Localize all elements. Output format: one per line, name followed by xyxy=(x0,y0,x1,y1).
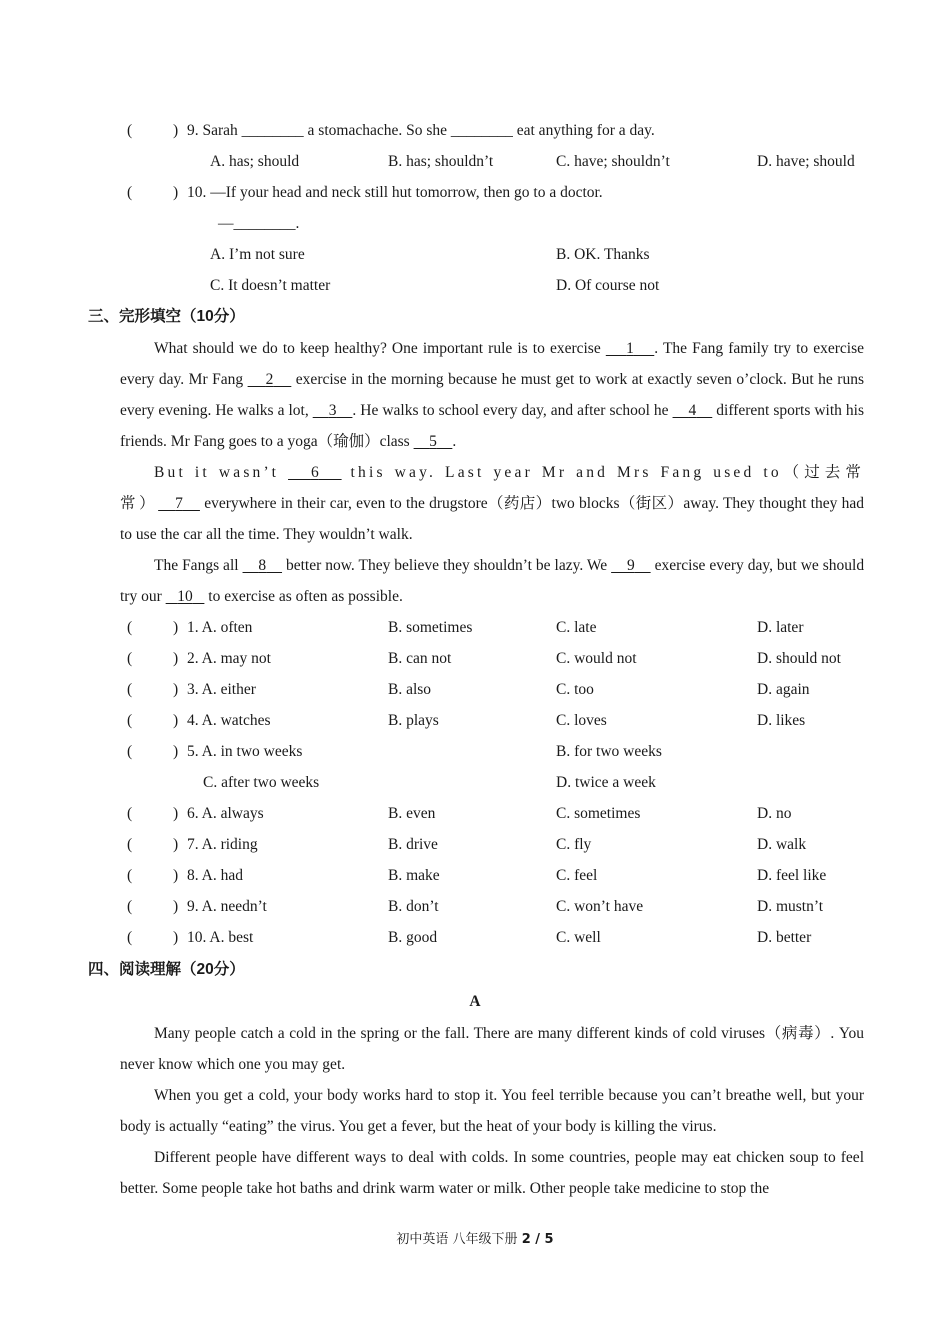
reading-paragraph-2: When you get a cold, your body works hard to stop it. You feel terrible because you can’t breathe well, but your body is actually “eating” the virus. You get a fever, but the heat of your body is killing the virus. xyxy=(120,1087,864,1135)
cloze-q4-option-d: D. likes xyxy=(757,712,806,729)
answer-paren-close: ) xyxy=(173,712,179,729)
blank-10: 10 xyxy=(177,588,193,605)
cloze-q7-option-a: 7. A. riding xyxy=(187,836,258,853)
answer-paren-close: ) xyxy=(173,805,179,822)
blank-6: 6 xyxy=(310,464,319,481)
answer-paren-close: ) xyxy=(173,867,179,884)
section-heading-reading: 四、阅读理解（20分） xyxy=(88,961,245,978)
cloze-q10-option-a: 10. A. best xyxy=(187,929,254,946)
question-9-text: 9. Sarah ________ a stomachache. So she ________ eat anything for a day. xyxy=(187,122,655,139)
answer-paren-close: ) xyxy=(173,743,179,760)
blank-5: 5 xyxy=(429,433,437,450)
q10-option-b: B. OK. Thanks xyxy=(556,246,650,263)
answer-paren-open: ( xyxy=(127,184,133,201)
q10-option-a: A. I’m not sure xyxy=(210,246,305,263)
cloze-q6-option-a: 6. A. always xyxy=(187,805,264,822)
passage-label: A xyxy=(469,993,481,1010)
cloze-q4-option-b: B. plays xyxy=(388,712,439,729)
cloze-q4-option-c: C. loves xyxy=(556,712,607,729)
blank-4: 4 xyxy=(688,402,697,419)
cloze-q4-option-a: 4. A. watches xyxy=(187,712,271,729)
cloze-q9-option-c: C. won’t have xyxy=(556,898,644,915)
cloze-q10-option-b: B. good xyxy=(388,929,438,946)
cloze-q3-option-a: 3. A. either xyxy=(187,681,256,698)
answer-paren-close: ) xyxy=(173,898,179,915)
reading-paragraph-3: Different people have different ways to deal with colds. In some countries, people may eat chicken soup to feel better. Some people take hot baths and drink warm water or milk. Other people take medicine to stop the xyxy=(120,1149,864,1197)
answer-paren-open: ( xyxy=(127,712,133,729)
cloze-q8-option-c: C. feel xyxy=(556,867,598,884)
cloze-q6-option-b: B. even xyxy=(388,805,436,822)
cloze-q2-option-d: D. should not xyxy=(757,650,841,667)
cloze-q8-option-a: 8. A. had xyxy=(187,867,243,884)
answer-paren-open: ( xyxy=(127,929,133,946)
answer-paren-open: ( xyxy=(127,836,133,853)
q9-option-b: B. has; shouldn’t xyxy=(388,153,494,170)
cloze-q2-option-c: C. would not xyxy=(556,650,637,667)
cloze-q6-option-c: C. sometimes xyxy=(556,805,641,822)
cloze-q10-option-c: C. well xyxy=(556,929,601,946)
cloze-paragraph-3: The Fangs all 8 better now. They believe they shouldn’t be lazy. We 9 exercise every day, but we should try our 10 to exercise as often as possible. xyxy=(120,557,865,605)
section-heading-cloze: 三、完形填空（10分） xyxy=(88,308,245,325)
answer-paren-close: ) xyxy=(173,619,179,636)
answer-paren-close: ) xyxy=(173,184,179,201)
blank-2: 2 xyxy=(265,371,274,388)
cloze-q3-option-c: C. too xyxy=(556,681,594,698)
cloze-q5-option-d: D. twice a week xyxy=(556,774,656,791)
q9-option-c: C. have; shouldn’t xyxy=(556,153,670,170)
cloze-q1-option-c: C. late xyxy=(556,619,597,636)
reading-paragraph-1: Many people catch a cold in the spring or the fall. There are many different kinds of cold viruses（病毒）. You never know which one you may get. xyxy=(120,1025,864,1073)
cloze-q9-option-b: B. don’t xyxy=(388,898,439,915)
q10-option-c: C. It doesn’t matter xyxy=(210,277,331,294)
answer-paren-close: ) xyxy=(173,122,179,139)
blank-7: 7 xyxy=(175,495,183,512)
q9-option-a: A. has; should xyxy=(210,153,300,170)
cloze-q3-option-b: B. also xyxy=(388,681,432,698)
cloze-paragraph-2: But it wasn’t 6 this way. Last year Mr and Mrs Fang used to（过去常常） 7 everywhere in their car, even to the drugstore（药店）two blocks（街区）away. They thought they had to use the car all the time. They wouldn’t walk. xyxy=(120,464,865,543)
blank-9: 9 xyxy=(627,557,635,574)
cloze-q7-option-d: D. walk xyxy=(757,836,807,853)
cloze-q6-option-d: D. no xyxy=(757,805,792,822)
page-footer xyxy=(0,1228,950,1247)
cloze-paragraph-1: What should we do to keep healthy? One important rule is to exercise 1 . The Fang family try to exercise every day. Mr Fang 2 exercise in the morning because he must get to work at exactly seven o’clock. But he runs every evening. He walks a lot, 3 . He walks to school every day, and after school he 4 different sports with his friends. Mr Fang goes to a yoga（瑜伽）class 5 . xyxy=(120,340,865,450)
cloze-q3-option-d: D. again xyxy=(757,681,810,698)
answer-paren-open: ( xyxy=(127,619,133,636)
answer-paren-close: ) xyxy=(173,681,179,698)
answer-paren-open: ( xyxy=(127,898,133,915)
blank-8: 8 xyxy=(258,557,267,574)
answer-paren-open: ( xyxy=(127,805,133,822)
cloze-q1-option-b: B. sometimes xyxy=(388,619,473,636)
cloze-q10-option-d: D. better xyxy=(757,929,812,946)
cloze-q7-option-c: C. fly xyxy=(556,836,592,853)
q10-option-d: D. Of course not xyxy=(556,277,660,294)
cloze-q5-option-a: 5. A. in two weeks xyxy=(187,743,303,760)
cloze-q5-option-b: B. for two weeks xyxy=(556,743,662,760)
cloze-q9-option-d: D. mustn’t xyxy=(757,898,824,915)
cloze-q9-option-a: 9. A. needn’t xyxy=(187,898,267,915)
footer-subject: 初中英语 八年级下册 xyxy=(396,1232,518,1247)
answer-paren-open: ( xyxy=(127,867,133,884)
answer-paren-open: ( xyxy=(127,122,133,139)
blank-3: 3 xyxy=(328,402,337,419)
cloze-passage xyxy=(120,333,864,612)
reading-passage xyxy=(120,1018,864,1204)
answer-paren-close: ) xyxy=(173,836,179,853)
answer-paren-open: ( xyxy=(127,743,133,760)
cloze-q2-option-b: B. can not xyxy=(388,650,452,667)
page-number: 2 / 5 xyxy=(521,1232,554,1247)
answer-paren-close: ) xyxy=(173,650,179,667)
cloze-q8-option-d: D. feel like xyxy=(757,867,827,884)
q9-option-d: D. have; should xyxy=(757,153,855,170)
answer-paren-close: ) xyxy=(173,929,179,946)
cloze-q5-option-c: C. after two weeks xyxy=(203,774,320,791)
question-10-text: 10. —If your head and neck still hut tomorrow, then go to a doctor. xyxy=(187,184,603,201)
cloze-q8-option-b: B. make xyxy=(388,867,440,884)
question-10-reply: —________. xyxy=(218,215,300,232)
answer-paren-open: ( xyxy=(127,650,133,667)
cloze-q1-option-d: D. later xyxy=(757,619,804,636)
cloze-q2-option-a: 2. A. may not xyxy=(187,650,271,667)
answer-paren-open: ( xyxy=(127,681,133,698)
blank-1: 1 xyxy=(626,340,634,357)
cloze-q1-option-a: 1. A. often xyxy=(187,619,253,636)
cloze-q7-option-b: B. drive xyxy=(388,836,438,853)
